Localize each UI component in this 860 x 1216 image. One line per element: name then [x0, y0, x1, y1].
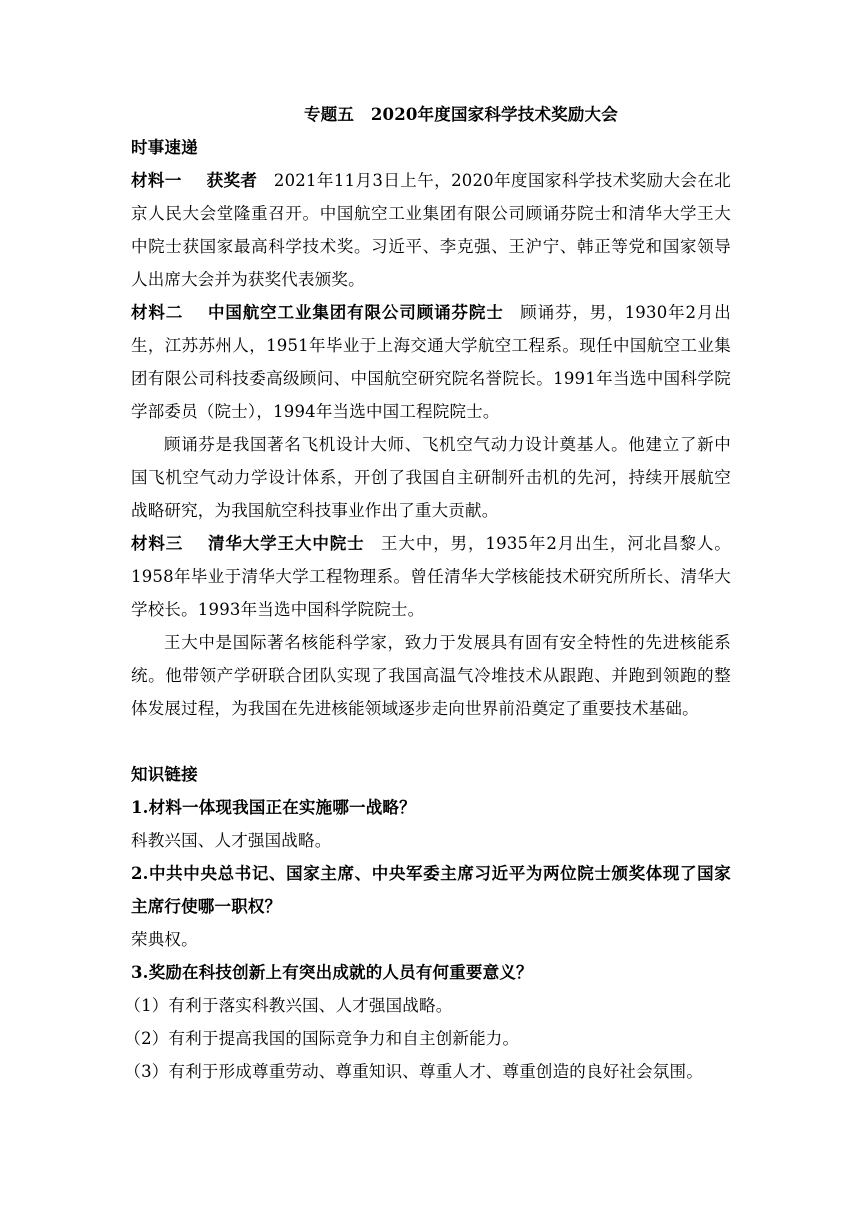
material-1-label: 材料一: [131, 171, 182, 190]
answer-3-item-1: （1）有利于落实科教兴国、人才强国战略。: [124, 996, 453, 1015]
material-3-paragraph-2: 王大中是国际著名核能科学家，致力于发展具有固有安全特性的先进核能系统。他带领产学研联合团队实现了我国高温气冷堆技术从跟跑、并跑到领跑的整体发展过程，为我国在先进核能领域逐步走向世界前沿奠定了重要技术基础。: [131, 633, 731, 718]
material-2-paragraph-2: 顾诵芬是我国著名飞机设计大师、飞机空气动力设计奠基人。他建立了新中国飞机空气动力学设计体系，开创了我国自主研制歼击机的先河，持续开展航空战略研究，为我国航空科技事业作出了重大贡献。: [131, 435, 731, 520]
section-heading-knowledge: 知识链接: [131, 765, 198, 784]
question-1: 1.材料一体现我国正在实施哪一战略？: [131, 798, 416, 817]
material-3-heading: 清华大学王大中院士: [207, 534, 365, 553]
question-2: 2.中共中央总书记、国家主席、中央军委主席习近平为两位院士颁奖体现了国家主席行使哪一职权？: [131, 864, 731, 916]
document-title: 专题五 2020年度国家科学技术奖励大会: [304, 105, 618, 124]
section-heading-news: 时事速递: [131, 138, 198, 157]
answer-2: 荣典权。: [131, 930, 198, 949]
material-2-text: 顾诵芬，男，1930年2月出生，江苏苏州人，1951年毕业于上海交通大学航空工程系。现任中国航空工业集团有限公司科技委高级顾问、中国航空研究院名誉院长。1991年当选中国科学院学部委员（院士），1994年当选中国工程院院士。: [131, 303, 731, 421]
answer-3-item-3: （3）有利于形成尊重劳动、尊重知识、尊重人才、尊重创造的良好社会氛围。: [124, 1062, 703, 1081]
material-1-text: 2021年11月3日上午，2020年度国家科学技术奖励大会在北京人民大会堂隆重召开。中国航空工业集团有限公司顾诵芬院士和清华大学王大中院士获国家最高科学技术奖。习近平、李克强、王沪宁、韩正等党和国家领导人出席大会并为获奖代表颁奖。: [131, 171, 731, 289]
answer-1: 科教兴国、人才强国战略。: [131, 831, 332, 850]
answer-3-item-2: （2）有利于提高我国的国际竞争力和自主创新能力。: [124, 1029, 520, 1048]
question-3: 3.奖励在科技创新上有突出成就的人员有何重要意义？: [131, 963, 533, 982]
material-2-label: 材料二: [131, 303, 184, 322]
material-3-label: 材料三: [131, 534, 184, 553]
material-1-paragraph: [131, 164, 731, 296]
material-2-heading: 中国航空工业集团有限公司顾诵芬院士: [207, 303, 504, 322]
material-3-paragraph: [131, 527, 731, 626]
document-content: [124, 98, 731, 1088]
material-2-paragraph: [131, 296, 731, 428]
material-1-heading: 获奖者: [206, 171, 258, 190]
material-3-text: 王大中，男，1935年2月出生，河北昌黎人。1958年毕业于清华大学工程物理系。曾任清华大学核能技术研究所所长、清华大学校长。1993年当选中国科学院院士。: [131, 534, 731, 619]
section-spacer: [131, 725, 731, 758]
